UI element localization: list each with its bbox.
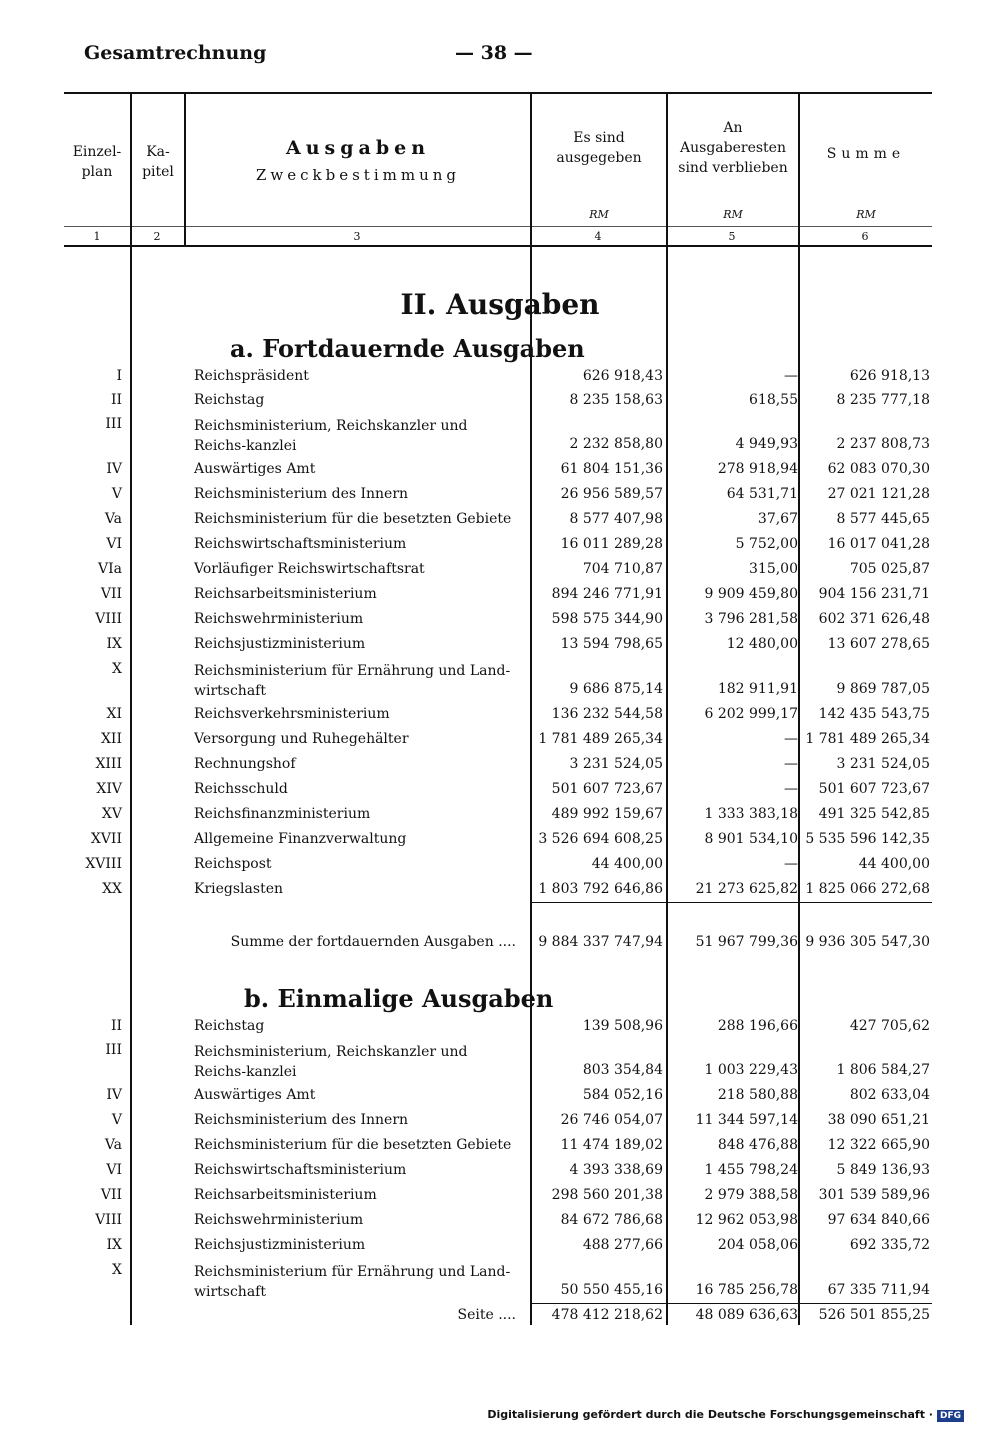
purpose-cell: Reichsministerium für Ernährung und Land-wirtschaft [194,1264,511,1300]
header-einzelplan: Einzel- plan [72,144,122,180]
page-sum-row [60,1307,940,1329]
amount-c6: 626 918,13 [849,368,930,384]
einzelplan-cell: XVII [90,831,122,847]
purpose-cell: Reichsministerium, Reichskanzler und Reichs-kanzlei [194,1044,468,1080]
einzelplan-cell: XII [100,731,122,747]
table-row [60,706,940,728]
amount-c4: 26 956 589,57 [560,486,663,502]
amount-c6: 9 869 787,05 [836,681,930,697]
amount-c6: 62 083 070,30 [827,461,930,477]
amount-c6: 8 235 777,18 [836,392,930,408]
amount-c6: 5 849 136,93 [836,1162,930,1178]
purpose-cell: Reichsverkehrsministerium [194,706,390,722]
unit-col5: RM [723,208,743,221]
running-title: Gesamtrechnung [84,42,267,64]
purpose-cell: Versorgung und Ruhegehälter [194,731,409,747]
amount-c4: 61 804 151,36 [560,461,663,477]
amount-c4: 3 231 524,05 [569,756,663,772]
einzelplan-cell: VIII [95,1212,122,1228]
amount-c6: 1 781 489 265,34 [805,731,930,747]
amount-c5: 315,00 [749,561,798,577]
header-ausgabereste: An Ausgaberesten sind verblieben [678,120,788,176]
sum-c6: 9 936 305 547,30 [805,934,930,950]
purpose-cell: Reichsministerium für die besetzten Gebiete [194,1137,512,1153]
einzelplan-cell: VI [106,1162,122,1178]
amount-c4: 136 232 544,58 [551,706,663,722]
einzelplan-cell: XVIII [85,856,122,872]
amount-c4: 84 672 786,68 [560,1212,663,1228]
amount-c4: 704 710,87 [582,561,663,577]
table-row [60,1042,940,1084]
page-sum-c5: 48 089 636,63 [695,1307,798,1323]
header-kapitel: Ka- pitel [142,144,174,180]
header-bottom-rule [64,245,932,247]
purpose-cell: Reichswirtschaftsministerium [194,536,407,552]
amount-c6: 427 705,62 [849,1018,930,1034]
amount-c4: 501 607 723,67 [551,781,663,797]
purpose-cell: Reichspräsident [194,368,309,384]
table-row [60,486,940,508]
table-row [60,611,940,633]
amount-c5: 204 058,06 [717,1237,798,1253]
table-row [60,731,940,753]
amount-c6: 705 025,87 [849,561,930,577]
table-row [60,1162,940,1184]
einzelplan-cell: VII [100,586,122,602]
column-number: 6 [861,230,869,243]
table-row [60,1212,940,1234]
purpose-cell: Reichstag [194,1018,265,1034]
amount-c5: 64 531,71 [726,486,798,502]
purpose-cell: Reichsarbeitsministerium [194,586,377,602]
amount-c5: 848 476,88 [717,1137,798,1153]
table-row [60,1237,940,1259]
table-row [60,368,940,390]
einzelplan-cell: VII [100,1187,122,1203]
purpose-cell: Reichsjustizministerium [194,636,366,652]
einzelplan-cell: Va [104,1137,122,1153]
amount-c6: 501 607 723,67 [818,781,930,797]
amount-c4: 8 577 407,98 [569,511,663,527]
amount-c4: 1 803 792 646,86 [538,881,663,897]
amount-c4: 139 508,96 [582,1018,663,1034]
table-row [60,756,940,778]
purpose-cell: Kriegslasten [194,881,283,897]
einzelplan-cell: III [105,416,122,432]
amount-c4: 488 277,66 [582,1237,663,1253]
einzelplan-cell: V [111,486,122,502]
amount-c5: 6 202 999,17 [704,706,798,722]
part-b-title: b. Einmalige Ausgaben [244,984,554,1013]
unit-col4: RM [589,208,609,221]
einzelplan-cell: X [112,661,122,677]
einzelplan-cell: VIII [95,611,122,627]
einzelplan-cell: X [112,1262,122,1278]
amount-c6: 1 806 584,27 [836,1062,930,1078]
amount-c5: 3 796 281,58 [704,611,798,627]
amount-c6: 3 231 524,05 [836,756,930,772]
page-sum-rule [532,1303,932,1304]
einzelplan-cell: XV [101,806,122,822]
amount-c6: 491 325 542,85 [818,806,930,822]
purpose-cell: Reichsministerium für Ernährung und Land-wirtschaft [194,663,511,699]
amount-c4: 50 550 455,16 [560,1282,663,1298]
column-number: 3 [353,230,361,243]
header-ausgaben: Ausgaben [285,137,431,159]
table-row [60,636,940,658]
amount-c5: 21 273 625,82 [695,881,798,897]
einzelplan-cell: Va [104,511,122,527]
einzelplan-cell: III [105,1042,122,1058]
amount-c6: 12 322 665,90 [827,1137,930,1153]
amount-c5: 2 979 388,58 [704,1187,798,1203]
sum-rule [532,902,932,903]
purpose-cell: Allgemeine Finanzverwaltung [194,831,407,847]
purpose-cell: Vorläufiger Reichswirtschaftsrat [194,561,425,577]
amount-c4: 1 781 489 265,34 [538,731,663,747]
unit-col6: RM [856,208,876,221]
purpose-cell: Reichswehrministerium [194,611,364,627]
amount-c5: 4 949,93 [735,436,798,452]
amount-c6: 38 090 651,21 [827,1112,930,1128]
einzelplan-cell: V [111,1112,122,1128]
table-top-rule [64,92,932,94]
purpose-cell: Auswärtiges Amt [194,1087,316,1103]
amount-c6: 2 237 808,73 [836,436,930,452]
purpose-cell: Reichsministerium des Innern [194,486,409,502]
einzelplan-cell: XX [102,881,122,897]
amount-c5: — [784,368,798,384]
einzelplan-cell: IV [106,461,122,477]
purpose-cell: Reichsarbeitsministerium [194,1187,377,1203]
amount-c4: 13 594 798,65 [560,636,663,652]
table-row [60,511,940,533]
einzelplan-cell: XI [106,706,122,722]
table-row [60,781,940,803]
purpose-cell: Reichsjustizministerium [194,1237,366,1253]
amount-c5: 9 909 459,80 [704,586,798,602]
amount-c6: 27 021 121,28 [827,486,930,502]
einzelplan-cell: II [110,1018,122,1034]
einzelplan-cell: IX [106,636,122,652]
amount-c4: 584 052,16 [582,1087,663,1103]
purpose-cell: Reichsministerium, Reichskanzler und Reichs-kanzlei [194,418,468,454]
amount-c6: 97 634 840,66 [827,1212,930,1228]
purpose-cell: Reichswirtschaftsministerium [194,1162,407,1178]
table-row [60,831,940,853]
dfg-logo-icon: DFG [937,1410,964,1422]
amount-c4: 298 560 201,38 [551,1187,663,1203]
amount-c5: 218 580,88 [717,1087,798,1103]
amount-c5: 182 911,91 [717,681,798,697]
amount-c5: 37,67 [757,511,798,527]
amount-c6: 67 335 711,94 [827,1282,930,1298]
amount-c6: 802 633,04 [849,1087,930,1103]
amount-c6: 142 435 543,75 [818,706,930,722]
part-a-title: a. Fortdauernde Ausgaben [230,334,585,363]
amount-c4: 894 246 771,91 [551,586,663,602]
table-row [60,881,940,903]
amount-c4: 16 011 289,28 [560,536,663,552]
einzelplan-cell: IV [106,1087,122,1103]
amount-c5: 8 901 534,10 [704,831,798,847]
amount-c5: 1 455 798,24 [704,1162,798,1178]
amount-c5: — [784,856,798,872]
amount-c4: 2 232 858,80 [569,436,663,452]
einzelplan-cell: II [110,392,122,408]
amount-c5: 618,55 [749,392,798,408]
purpose-cell: Reichsfinanzministerium [194,806,371,822]
header-summe: Summe [826,146,906,162]
purpose-cell: Reichsschuld [194,781,288,797]
table-row [60,1087,940,1109]
section-title: II. Ausgaben [400,288,600,321]
amount-c6: 904 156 231,71 [818,586,930,602]
table-row [60,856,940,878]
amount-c5: 278 918,94 [717,461,798,477]
amount-c5: 1 003 229,43 [704,1062,798,1078]
amount-c4: 489 992 159,67 [551,806,663,822]
purpose-cell: Reichswehrministerium [194,1212,364,1228]
amount-c5: 11 344 597,14 [695,1112,798,1128]
table-row [60,1018,940,1040]
table-row [60,1262,940,1304]
page-sum-label: Seite .... [457,1307,516,1323]
amount-c6: 13 607 278,65 [827,636,930,652]
header-zweckbestimmung: Zweckbestimmung [255,166,460,184]
amount-c4: 11 474 189,02 [560,1137,663,1153]
amount-c5: 12 480,00 [726,636,798,652]
table-row [60,586,940,608]
footer-text: Digitalisierung gefördert durch die Deutsche Forschungsgemeinschaft · [487,1408,933,1421]
purpose-cell: Rechnungshof [194,756,296,772]
table-row [60,1187,940,1209]
header-ausgegeben: Es sind ausgegeben [556,130,642,166]
amount-c4: 26 746 054,07 [560,1112,663,1128]
amount-c6: 301 539 589,96 [818,1187,930,1203]
amount-c4: 9 686 875,14 [569,681,663,697]
table-row [60,806,940,828]
purpose-cell: Reichstag [194,392,265,408]
amount-c6: 1 825 066 272,68 [805,881,930,897]
page-number: — 38 — [455,42,533,64]
amount-c6: 692 335,72 [849,1237,930,1253]
einzelplan-cell: I [116,368,122,384]
purpose-cell: Auswärtiges Amt [194,461,316,477]
amount-c4: 8 235 158,63 [569,392,663,408]
sum-row-fortdauernd [60,934,940,956]
amount-c4: 626 918,43 [582,368,663,384]
sum-c4: 9 884 337 747,94 [538,934,663,950]
amount-c4: 803 354,84 [582,1062,663,1078]
table-row [60,561,940,583]
amount-c4: 4 393 338,69 [569,1162,663,1178]
amount-c5: — [784,781,798,797]
amount-c5: 1 333 383,18 [704,806,798,822]
table-row [60,661,940,703]
einzelplan-cell: VI [106,536,122,552]
amount-c5: 288 196,66 [717,1018,798,1034]
amount-c5: — [784,731,798,747]
digitization-credit [487,1408,964,1422]
page-sum-c6: 526 501 855,25 [818,1307,930,1323]
table-row [60,1137,940,1159]
table-row [60,416,940,458]
amount-c6: 8 577 445,65 [836,511,930,527]
amount-c5: 5 752,00 [735,536,798,552]
column-number: 2 [153,230,161,243]
amount-c6: 602 371 626,48 [818,611,930,627]
amount-c4: 44 400,00 [591,856,663,872]
einzelplan-cell: VIa [98,561,122,577]
einzelplan-cell: XIV [96,781,122,797]
einzelplan-cell: IX [106,1237,122,1253]
amount-c5: 16 785 256,78 [695,1282,798,1298]
table-row [60,461,940,483]
amount-c4: 3 526 694 608,25 [538,831,663,847]
amount-c5: — [784,756,798,772]
amount-c6: 16 017 041,28 [827,536,930,552]
table-row [60,392,940,414]
purpose-cell: Reichsministerium für die besetzten Gebiete [194,511,512,527]
amount-c6: 44 400,00 [858,856,930,872]
table-row [60,1112,940,1134]
column-number: 4 [594,230,602,243]
column-number: 1 [93,230,101,243]
purpose-cell: Reichspost [194,856,272,872]
page-sum-c4: 478 412 218,62 [551,1307,663,1323]
column-number: 5 [728,230,736,243]
purpose-cell: Reichsministerium des Innern [194,1112,409,1128]
sum-label: Summe der fortdauernden Ausgaben .... [230,934,516,950]
einzelplan-cell: XIII [95,756,122,772]
sum-c5: 51 967 799,36 [695,934,798,950]
amount-c6: 5 535 596 142,35 [805,831,930,847]
header-divider [64,226,932,227]
amount-c5: 12 962 053,98 [695,1212,798,1228]
amount-c4: 598 575 344,90 [551,611,663,627]
table-row [60,536,940,558]
